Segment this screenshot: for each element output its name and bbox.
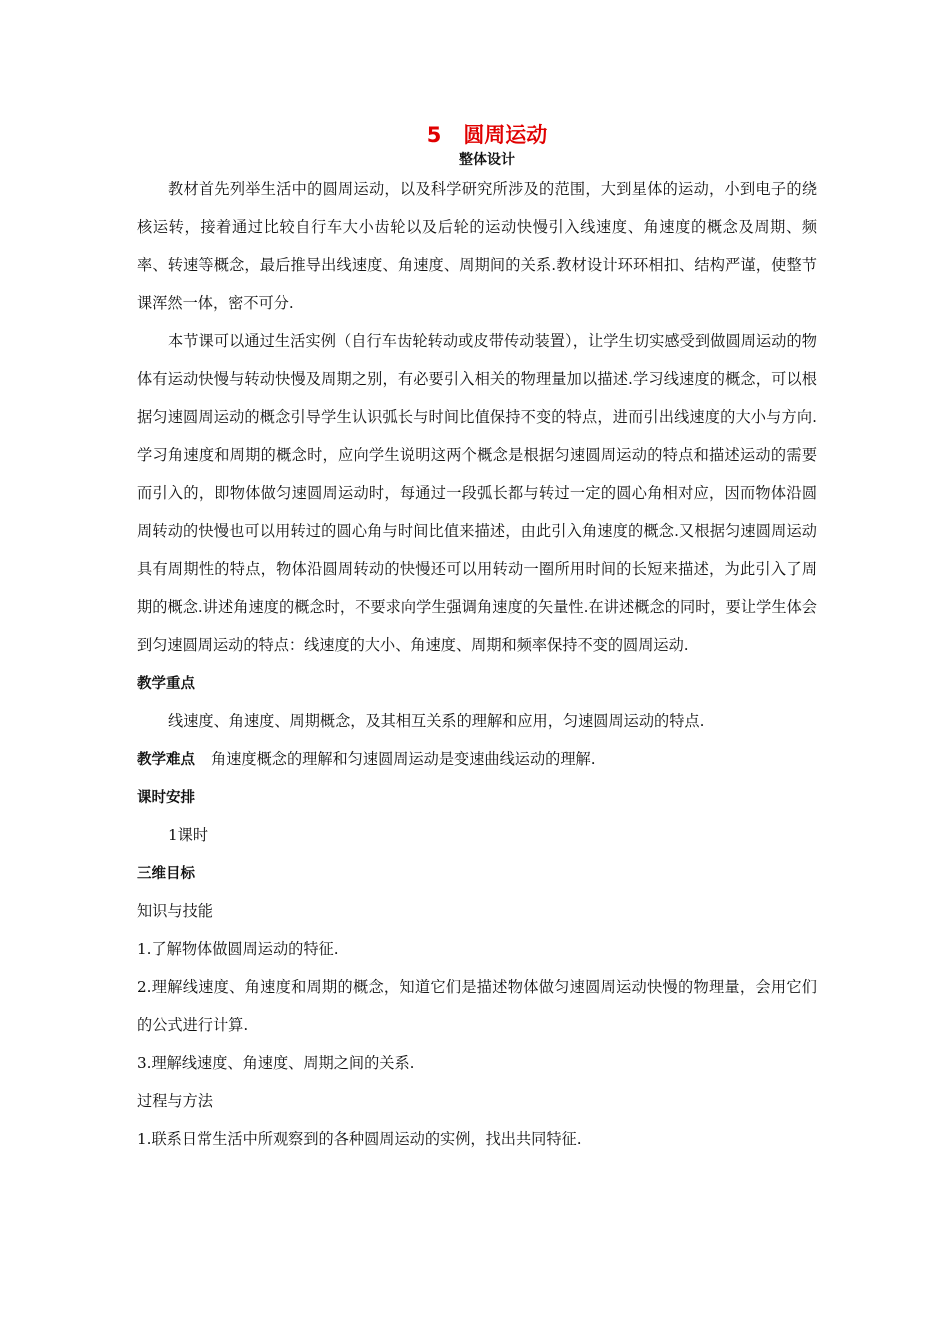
difficulties-row: [137, 740, 817, 778]
schedule-heading: 课时安排: [137, 790, 195, 806]
key-points-heading: 教学重点: [137, 676, 195, 692]
knowledge-item-3: 3.理解线速度、角速度、周期之间的关系.: [137, 1054, 415, 1072]
schedule-text: 1课时: [168, 826, 209, 844]
difficulties-text: 角速度概念的理解和匀速圆周运动是变速曲线运动的理解.: [211, 750, 596, 768]
document-title: [157, 120, 817, 150]
difficulties-heading: 教学难点: [137, 752, 195, 768]
document-page: [137, 120, 817, 1158]
objectives-heading: 三维目标: [137, 866, 195, 882]
process-heading: 过程与方法: [137, 1092, 213, 1110]
intro-paragraph-2: 本节课可以通过生活实例（自行车齿轮转动或皮带传动装置），让学生切实感受到做圆周运动的物体有运动快慢与转动快慢及周期之别，有必要引入相关的物理量加以描述.学习线速度的概念，可以根据匀速圆周运动的概念引导学生认识弧长与时间比值保持不变的特点，进而引出线速度的大小与方向.学习角速度和周期的概念时，应向学生说明这两个概念是根据匀速圆周运动的特点和描述运动的需要而引入的，即物体做匀速圆周运动时，每通过一段弧长都与转过一定的圆心角相对应，因而物体沿圆周转动的快慢也可以用转过的圆心角与时间比值来描述，由此引入角速度的概念.又根据匀速圆周运动具有周期性的特点，物体沿圆周转动的快慢还可以用转动一圈所用时间的长短来描述，为此引入了周期的概念.讲述角速度的概念时，不要求向学生强调角速度的矢量性.在讲述概念的同时，要让学生体会到匀速圆周运动的特点：线速度的大小、角速度、周期和频率保持不变的圆周运动.: [137, 332, 817, 654]
key-points-text: 线速度、角速度、周期概念，及其相互关系的理解和应用，匀速圆周运动的特点.: [168, 712, 705, 730]
knowledge-heading: 知识与技能: [137, 902, 213, 920]
section-subtitle: 整体设计: [459, 152, 515, 168]
title-text: 圆周运动: [463, 123, 548, 147]
knowledge-item-2: 2.理解线速度、角速度和周期的概念，知道它们是描述物体做匀速圆周运动快慢的物理量，会用它们的公式进行计算.: [137, 978, 817, 1034]
process-item-1: 1.联系日常生活中所观察到的各种圆周运动的实例，找出共同特征.: [137, 1130, 582, 1148]
intro-paragraph-1: 教材首先列举生活中的圆周运动，以及科学研究所涉及的范围，大到星体的运动，小到电子的绕核运转，接着通过比较自行车大小齿轮以及后轮的运动快慢引入线速度、角速度的概念及周期、频率、转速等概念，最后推导出线速度、角速度、周期间的关系.教材设计环环相扣、结构严谨，使整节课浑然一体，密不可分.: [137, 180, 817, 312]
title-number: 5: [426, 123, 442, 147]
knowledge-item-1: 1.了解物体做圆周运动的特征.: [137, 940, 339, 958]
